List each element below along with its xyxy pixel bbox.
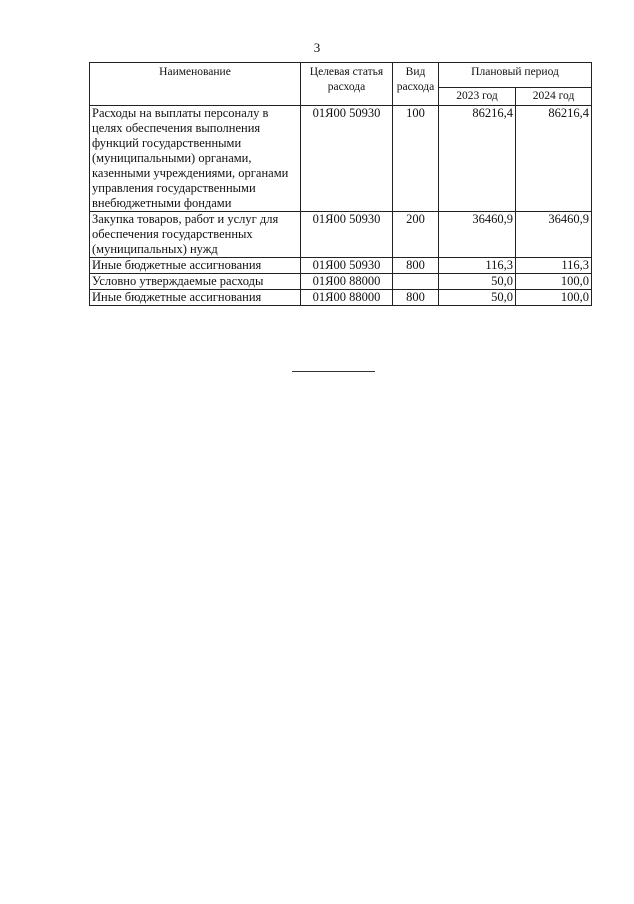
row-amount-2024: 116,3: [516, 258, 592, 274]
page-number: 3: [313, 40, 321, 55]
header-planning-period: Плановый период: [439, 63, 592, 88]
end-divider-line: [292, 371, 375, 372]
row-target-article: 01Я00 88000: [301, 274, 393, 290]
row-amount-2024: 100,0: [516, 274, 592, 290]
row-name: Иные бюджетные ассигнования: [90, 290, 301, 306]
row-amount-2024: 100,0: [516, 290, 592, 306]
header-year-2024: 2024 год: [516, 88, 592, 106]
row-expense-type: 800: [393, 290, 439, 306]
row-target-article: 01Я00 50930: [301, 106, 393, 212]
row-expense-type: 100: [393, 106, 439, 212]
header-target-article: Целевая статья расхода: [301, 63, 393, 106]
row-amount-2023: 50,0: [439, 290, 516, 306]
row-amount-2023: 36460,9: [439, 212, 516, 258]
row-amount-2023: 86216,4: [439, 106, 516, 212]
table-row: [90, 290, 592, 306]
row-amount-2024: 36460,9: [516, 212, 592, 258]
header-name: Наименование: [90, 63, 301, 106]
table-row: [90, 106, 592, 212]
row-amount-2024: 86216,4: [516, 106, 592, 212]
row-name: Иные бюджетные ассигнования: [90, 258, 301, 274]
row-name: Расходы на выплаты персоналу в целях обеспечения выполнения функций государственными (муниципальными) органами, казенными учреждениями, органами управления государственными внебюджетными фондами: [90, 106, 301, 212]
table-header: [90, 63, 592, 106]
table-row: [90, 258, 592, 274]
budget-table: [89, 62, 592, 306]
row-target-article: 01Я00 88000: [301, 290, 393, 306]
table-body: [90, 106, 592, 306]
table-row: [90, 274, 592, 290]
row-expense-type: 200: [393, 212, 439, 258]
row-target-article: 01Я00 50930: [301, 212, 393, 258]
header-year-2023: 2023 год: [439, 88, 516, 106]
row-target-article: 01Я00 50930: [301, 258, 393, 274]
row-expense-type: [393, 274, 439, 290]
row-amount-2023: 116,3: [439, 258, 516, 274]
table-row: [90, 212, 592, 258]
header-expense-type: Вид расхода: [393, 63, 439, 106]
row-name: Условно утверждаемые расходы: [90, 274, 301, 290]
row-name: Закупка товаров, работ и услуг для обеспечения государственных (муниципальных) нужд: [90, 212, 301, 258]
row-amount-2023: 50,0: [439, 274, 516, 290]
row-expense-type: 800: [393, 258, 439, 274]
